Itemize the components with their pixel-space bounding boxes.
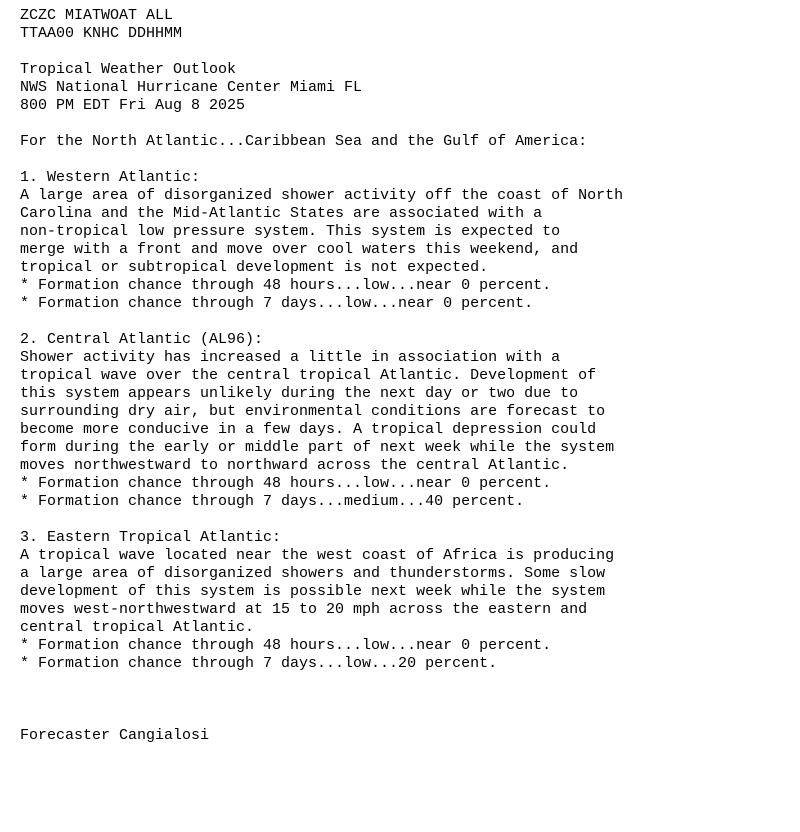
system-body-line: merge with a front and move over cool waters this weekend, and — [20, 241, 579, 258]
system-body-line: A large area of disorganized shower activity off the coast of North — [20, 187, 624, 204]
product-title: Tropical Weather Outlook — [20, 61, 237, 78]
system-body-line: form during the early or middle part of next week while the system — [20, 439, 615, 456]
formation-chance-7d: * Formation chance through 7 days...low...near 0 percent. — [20, 295, 534, 312]
system-section — [20, 331, 790, 511]
blank-line — [20, 43, 790, 61]
blank-line — [20, 709, 790, 727]
system-body-line: Carolina and the Mid-Atlantic States are associated with a — [20, 205, 543, 222]
system-heading: 1. Western Atlantic: — [20, 169, 201, 186]
blank-line — [20, 151, 790, 169]
outlook-intro: For the North Atlantic...Caribbean Sea and the Gulf of America: — [20, 133, 588, 150]
system-body-line: non-tropical low pressure system. This system is expected to — [20, 223, 561, 240]
system-section — [20, 529, 790, 673]
blank-line — [20, 673, 790, 691]
system-body-line: become more conducive in a few days. A tropical depression could — [20, 421, 597, 438]
issue-time: 800 PM EDT Fri Aug 8 2025 — [20, 97, 246, 114]
system-heading: 3. Eastern Tropical Atlantic: — [20, 529, 282, 546]
system-body-line: central tropical Atlantic. — [20, 619, 255, 636]
system-heading: 2. Central Atlantic (AL96): — [20, 331, 264, 348]
product-title-block — [20, 61, 790, 115]
formation-chance-48h: * Formation chance through 48 hours...low...near 0 percent. — [20, 277, 552, 294]
outlook-document — [20, 7, 790, 745]
blank-line — [20, 511, 790, 529]
blank-line — [20, 691, 790, 709]
wmo-header — [20, 7, 790, 43]
issuing-office: NWS National Hurricane Center Miami FL — [20, 79, 363, 96]
system-body-line: tropical or subtropical development is not expected. — [20, 259, 489, 276]
system-body-line: development of this system is possible next week while the system — [20, 583, 606, 600]
forecaster-signature: Forecaster Cangialosi — [20, 727, 210, 744]
blank-line — [20, 313, 790, 331]
system-body-line: moves northwestward to northward across the central Atlantic. — [20, 457, 570, 474]
system-body-line: tropical wave over the central tropical Atlantic. Development of — [20, 367, 597, 384]
wmo-header-line: ZCZC MIATWOAT ALL — [20, 7, 174, 24]
formation-chance-7d: * Formation chance through 7 days...low...20 percent. — [20, 655, 498, 672]
system-body-line: surrounding dry air, but environmental conditions are forecast to — [20, 403, 606, 420]
blank-line — [20, 115, 790, 133]
system-body-line: this system appears unlikely during the next day or two due to — [20, 385, 579, 402]
formation-chance-7d: * Formation chance through 7 days...medium...40 percent. — [20, 493, 525, 510]
system-section — [20, 169, 790, 313]
formation-chance-48h: * Formation chance through 48 hours...low...near 0 percent. — [20, 475, 552, 492]
system-body-line: Shower activity has increased a little in association with a — [20, 349, 561, 366]
wmo-header-line: TTAA00 KNHC DDHHMM — [20, 25, 183, 42]
formation-chance-48h: * Formation chance through 48 hours...low...near 0 percent. — [20, 637, 552, 654]
system-body-line: a large area of disorganized showers and thunderstorms. Some slow — [20, 565, 606, 582]
system-body-line: A tropical wave located near the west coast of Africa is producing — [20, 547, 615, 564]
system-body-line: moves west-northwestward at 15 to 20 mph across the eastern and — [20, 601, 588, 618]
